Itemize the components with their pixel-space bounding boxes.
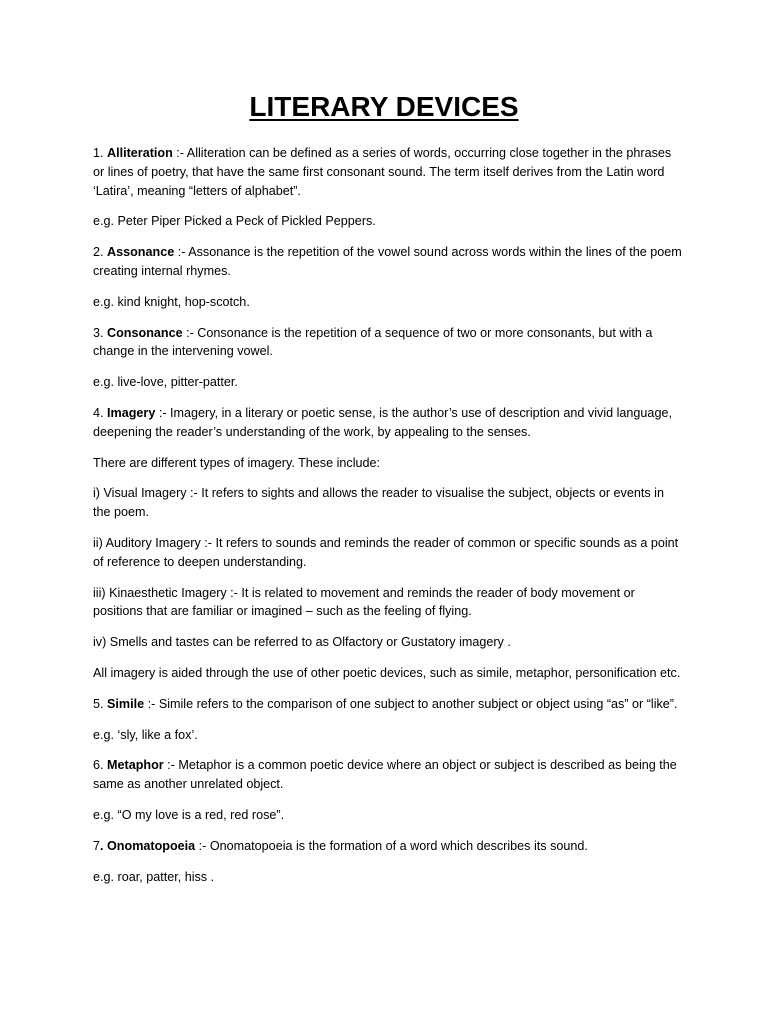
paragraph-text: e.g. kind knight, hop-scotch. — [93, 294, 250, 309]
paragraph-text: e.g. live-love, pitter-patter. — [93, 375, 238, 390]
paragraph-onomatopoeia-example — [93, 868, 683, 887]
paragraph-text: :- Simile refers to the comparison of one subject to another subject or object using “as” or “like”. — [144, 696, 678, 711]
paragraph-imagery-summary — [93, 664, 683, 683]
paragraph-consonance — [93, 324, 683, 362]
item-number: 7 — [93, 838, 101, 853]
term-heading: Assonance — [107, 245, 175, 260]
paragraph-alliteration-example — [93, 212, 683, 231]
term-heading: . Onomatopoeia — [100, 838, 196, 853]
paragraph-text: :- Consonance is the repetition of a sequence of two or more consonants, but with a change in the intervening vowel. — [93, 325, 653, 359]
paragraph-imagery — [93, 404, 683, 442]
paragraph-alliteration — [93, 144, 683, 200]
paragraph-assonance — [93, 243, 683, 281]
paragraph-assonance-example — [93, 293, 683, 312]
paragraph-olfactory-imagery — [93, 633, 683, 652]
paragraph-consonance-example — [93, 373, 683, 392]
page-title: LITERARY DEVICES — [249, 91, 519, 122]
paragraph-text: e.g. roar, patter, hiss . — [93, 869, 215, 884]
item-number: 2. — [93, 245, 108, 260]
paragraph-metaphor — [93, 756, 683, 794]
paragraph-text: :- Assonance is the repetition of the vowel sound across words within the lines of the poem creating internal rhymes. — [93, 245, 682, 278]
paragraph-kinaesthetic-imagery — [93, 584, 683, 622]
paragraph-text: ii) Auditory Imagery :- It refers to sounds and reminds the reader of common or specific sounds as a point of reference to deepen understanding. — [93, 535, 679, 569]
paragraph-text: :- Imagery, in a literary or poetic sense, is the author’s use of description and vivid language, deepening the reader’s understanding of the work, by appealing to the senses. — [93, 405, 672, 439]
term-heading: Metaphor — [107, 758, 164, 773]
paragraph-text: :- Metaphor is a common poetic device where an object or subject is described as being the same as another unrelated object. — [93, 758, 677, 792]
item-number: 6. — [93, 758, 108, 773]
paragraph-text: :- Alliteration can be defined as a series of words, occurring close together in the phrases or lines of poetry, that have the same first consonant sound. The term itself derives from the Latin word ‘Latira’, meaning “letters of alphabet”. — [93, 146, 672, 198]
paragraph-text: e.g. “O my love is a red, red rose”. — [93, 807, 285, 822]
paragraph-auditory-imagery — [93, 534, 683, 572]
paragraph-text: e.g. ‘sly, like a fox’. — [93, 727, 198, 742]
paragraph-simile-example — [93, 726, 683, 745]
paragraph-text: iii) Kinaesthetic Imagery :- It is related to movement and reminds the reader of body movement or positions that are familiar or imagined – such as the feeling of flying. — [93, 585, 635, 619]
paragraph-simile — [93, 695, 683, 714]
paragraph-onomatopoeia — [93, 837, 683, 856]
paragraph-metaphor-example — [93, 806, 683, 825]
paragraph-text: All imagery is aided through the use of other poetic devices, such as simile, metaphor, personification etc. — [93, 665, 681, 680]
paragraph-text: e.g. Peter Piper Picked a Peck of Pickled Peppers. — [93, 214, 376, 229]
item-number: 4. — [93, 405, 108, 420]
term-heading: Alliteration — [107, 146, 173, 160]
item-number: 1. — [93, 146, 108, 160]
term-heading: Consonance — [107, 325, 183, 340]
paragraph-text: :- Onomatopoeia is the formation of a word which describes its sound. — [195, 838, 588, 853]
term-heading: Simile — [107, 696, 145, 711]
paragraph-visual-imagery — [93, 484, 683, 522]
paragraph-text: There are different types of imagery. These include: — [93, 455, 381, 470]
term-heading: Imagery — [107, 405, 156, 420]
paragraph-text: i) Visual Imagery :- It refers to sights and allows the reader to visualise the subject, objects or events in the poem. — [93, 486, 664, 520]
paragraph-text: iv) Smells and tastes can be referred to as Olfactory or Gustatory imagery . — [93, 635, 511, 650]
item-number: 5. — [93, 696, 108, 711]
document-body — [93, 144, 683, 898]
item-number: 3. — [93, 325, 108, 340]
paragraph-imagery-types-intro — [93, 454, 683, 473]
